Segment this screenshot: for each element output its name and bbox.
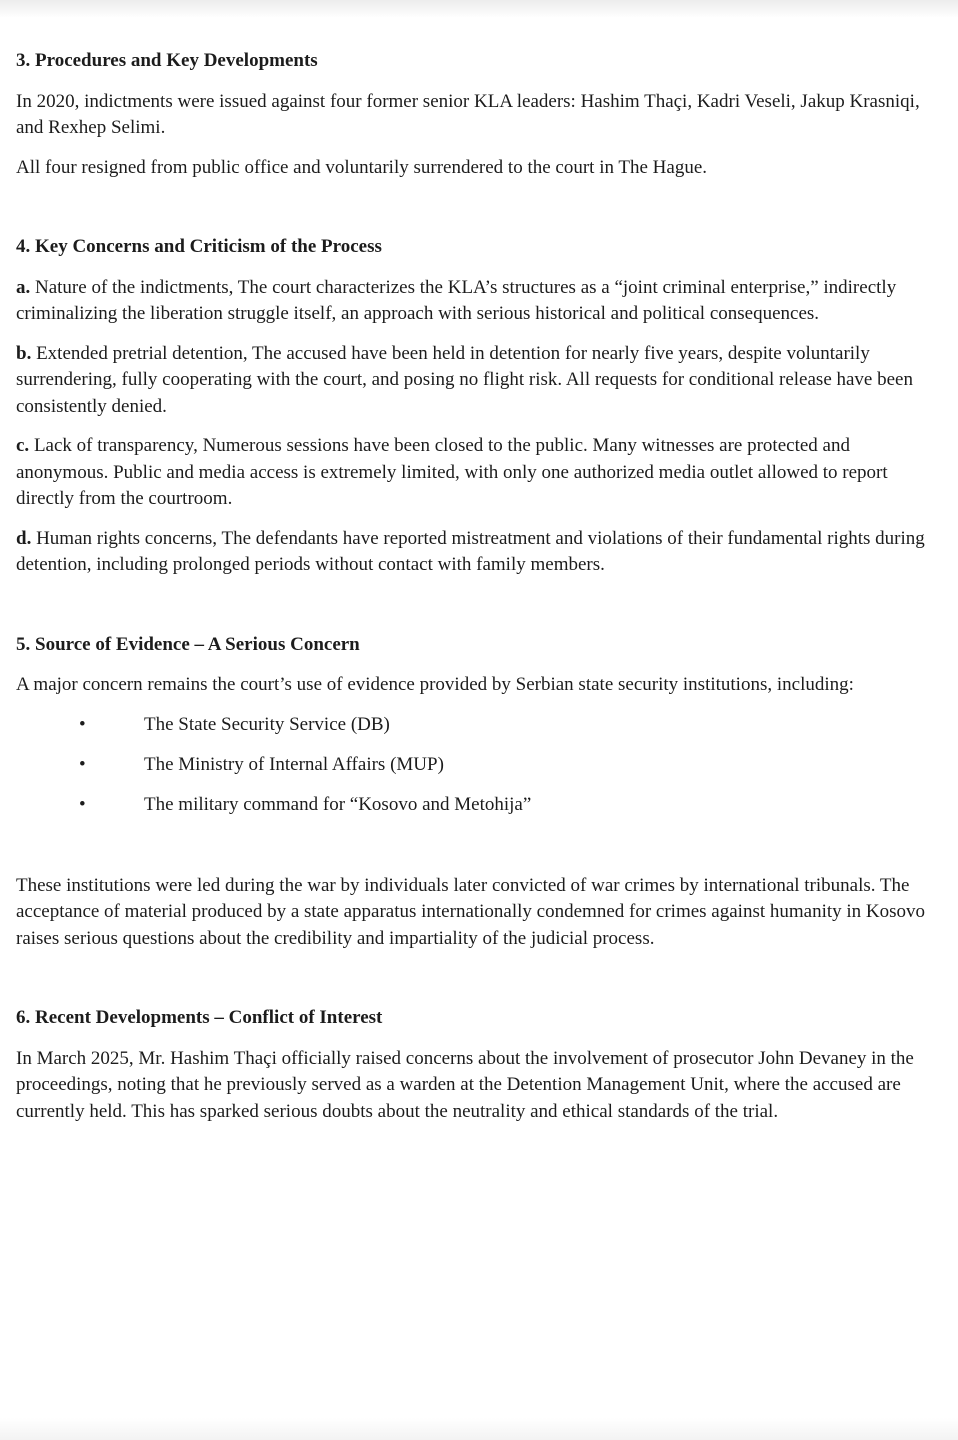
concern-item-lead: d.	[16, 527, 32, 549]
concern-item-a	[16, 275, 928, 328]
concern-item-text: Extended pretrial detention, The accused have been held in detention for nearly five years, despite voluntarily surrendering, fully cooperating with the court, and posing no flight risk. All requests for conditional release have been consistently denied.	[16, 342, 913, 417]
list-item	[16, 752, 928, 779]
section-6-paragraph-1: In March 2025, Mr. Hashim Thaçi officially raised concerns about the involvement of prosecutor John Devaney in the proceedings, noting that he previously served as a warden at the Detention Management Unit, where the accused are currently held. This has sparked serious doubts about the neutrality and ethical standards of the trial.	[16, 1047, 914, 1122]
section-5-heading: 5. Source of Evidence – A Serious Concern	[16, 633, 360, 655]
top-shadow	[0, 0, 958, 18]
concern-item-c	[16, 433, 928, 513]
concern-item-lead: a.	[16, 276, 31, 298]
section-5-paragraph-2: These institutions were led during the war by individuals later convicted of war crimes by international tribunals. The acceptance of material produced by a state apparatus internationally condemned for crimes against humanity in Kosovo raises serious questions about the credibility and impartiality of the judicial process.	[16, 874, 926, 949]
section-3-heading: 3. Procedures and Key Developments	[16, 50, 318, 71]
bottom-shadow	[0, 1418, 958, 1440]
list-item	[16, 792, 928, 819]
list-item-text: The State Security Service (DB)	[144, 713, 390, 735]
concern-item-d	[16, 526, 928, 579]
concern-item-lead: b.	[16, 342, 32, 364]
document-content	[16, 48, 928, 1125]
concern-item-text: Nature of the indictments, The court characterizes the KLA’s structures as a “joint criminal enterprise,” indirectly criminalizing the liberation struggle itself, an approach with serious historical and political consequences.	[16, 276, 897, 324]
evidence-source-list	[16, 712, 928, 819]
section-5-intro: A major concern remains the court’s use of evidence provided by Serbian state security institutions, including:	[16, 674, 854, 695]
list-item-text: The Ministry of Internal Affairs (MUP)	[144, 753, 444, 775]
concern-item-b	[16, 341, 928, 421]
concern-item-lead: c.	[16, 435, 30, 456]
list-item-text: The military command for “Kosovo and Metohija”	[144, 793, 532, 815]
section-6-heading: 6. Recent Developments – Conflict of Interest	[16, 1007, 383, 1028]
bullet-icon: •	[79, 713, 86, 735]
bullet-icon: •	[79, 793, 86, 815]
concern-item-text: Lack of transparency, Numerous sessions have been closed to the public. Many witnesses are protected and anonymous. Public and media access is extremely limited, with only one authorized media outlet allowed to report directly from the courtroom.	[16, 435, 888, 509]
section-3-paragraph-1: In 2020, indictments were issued against four former senior KLA leaders: Hashim Thaçi, Kadri Veseli, Jakup Krasniqi, and Rexhep Selimi.	[16, 90, 920, 138]
list-item	[16, 712, 928, 739]
bullet-icon: •	[79, 753, 86, 775]
section-4-heading: 4. Key Concerns and Criticism of the Process	[16, 236, 382, 257]
section-3-paragraph-2: All four resigned from public office and voluntarily surrendered to the court in The Hague.	[16, 156, 708, 178]
concern-item-text: Human rights concerns, The defendants have reported mistreatment and violations of their fundamental rights during detention, including prolonged periods without contact with family members.	[16, 527, 925, 575]
